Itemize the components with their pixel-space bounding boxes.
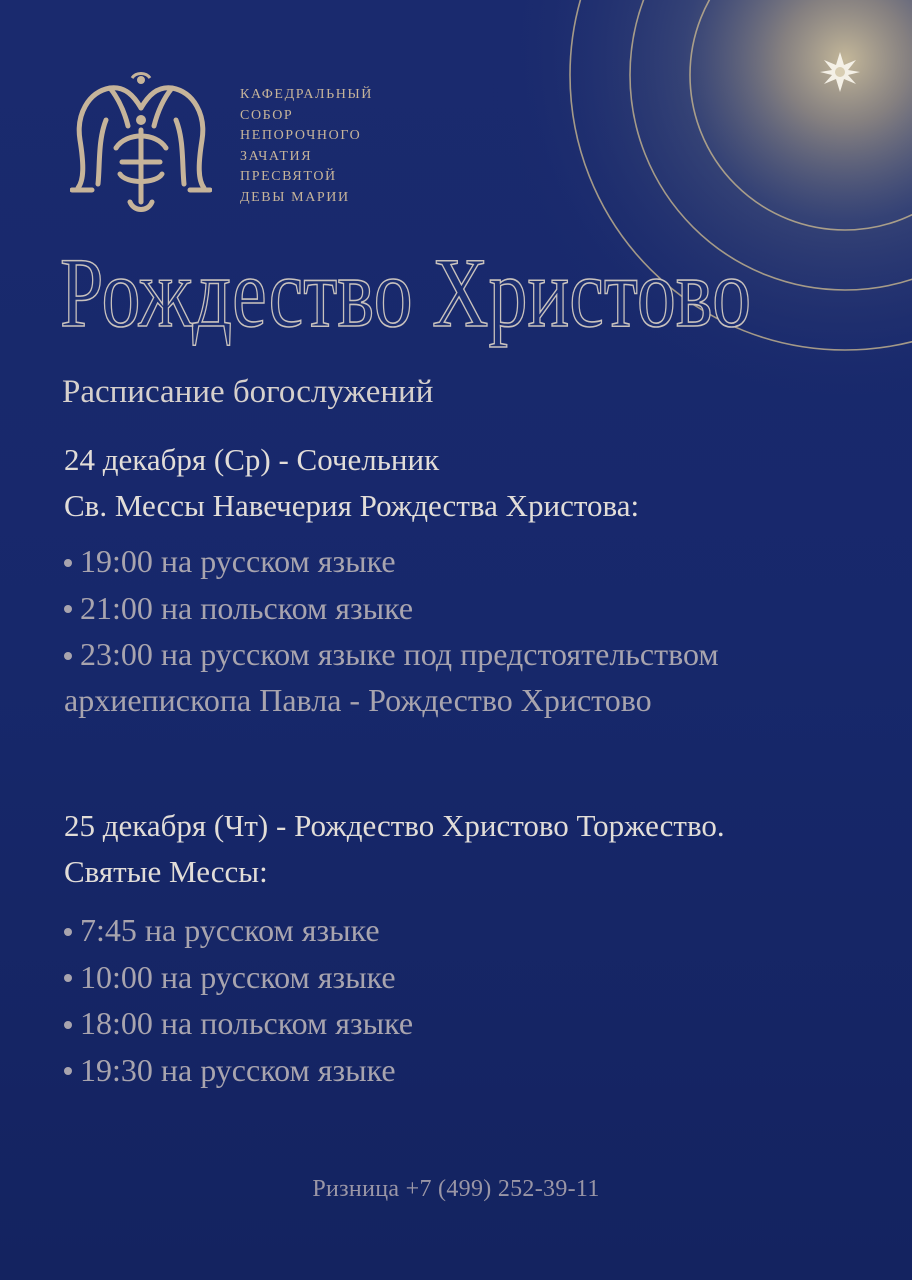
day2-mass-list (64, 907, 413, 1093)
day2-heading-block (64, 803, 725, 895)
sacristy-phone: Ризница +7 (499) 252-39-11 (312, 1176, 600, 1202)
cathedral-name-line: ЗАЧАТИЯ (240, 148, 313, 164)
mass-item: 10:00 на русском языке (64, 954, 413, 1001)
day1-mass-list (64, 538, 719, 678)
cathedral-name-line: ПРЕСВЯТОЙ (240, 169, 337, 185)
schedule-subtitle: Расписание богослужений (62, 374, 434, 410)
mass-item: 23:00 на русском языке под предстоятельством (64, 631, 719, 678)
mass-item-continuation: архиепископа Павла - Рождество Христово (64, 682, 652, 718)
mass-item: 18:00 на польском языке (64, 1000, 413, 1047)
eight-pointed-star-icon (818, 50, 862, 94)
page-title: Рождество Христово (60, 237, 752, 348)
cathedral-name-line: СОБОР (240, 107, 294, 123)
cathedral-name (240, 85, 373, 209)
cathedral-name-line: НЕПОРОЧНОГО (240, 128, 362, 144)
cathedral-monogram-logo (70, 70, 212, 220)
day1-heading: 24 декабря (Ср) - Сочельник (64, 442, 440, 477)
cathedral-name-line: КАФЕДРАЛЬНЫЙ (240, 87, 373, 102)
day1-heading-block (64, 437, 639, 529)
day1-mass-continuation (64, 677, 652, 724)
day2-subheading: Святые Мессы: (64, 854, 268, 889)
cathedral-name-line: ДЕВЫ МАРИИ (240, 189, 350, 205)
day2-heading: 25 декабря (Чт) - Рождество Христово Торжество. (64, 808, 725, 843)
mass-item: 21:00 на польском языке (64, 585, 719, 632)
mass-item: 19:30 на русском языке (64, 1047, 413, 1094)
mass-item: 7:45 на русском языке (64, 907, 413, 954)
mass-item: 19:00 на русском языке (64, 538, 719, 585)
day1-subheading: Св. Мессы Навечерия Рождества Христова: (64, 488, 640, 523)
